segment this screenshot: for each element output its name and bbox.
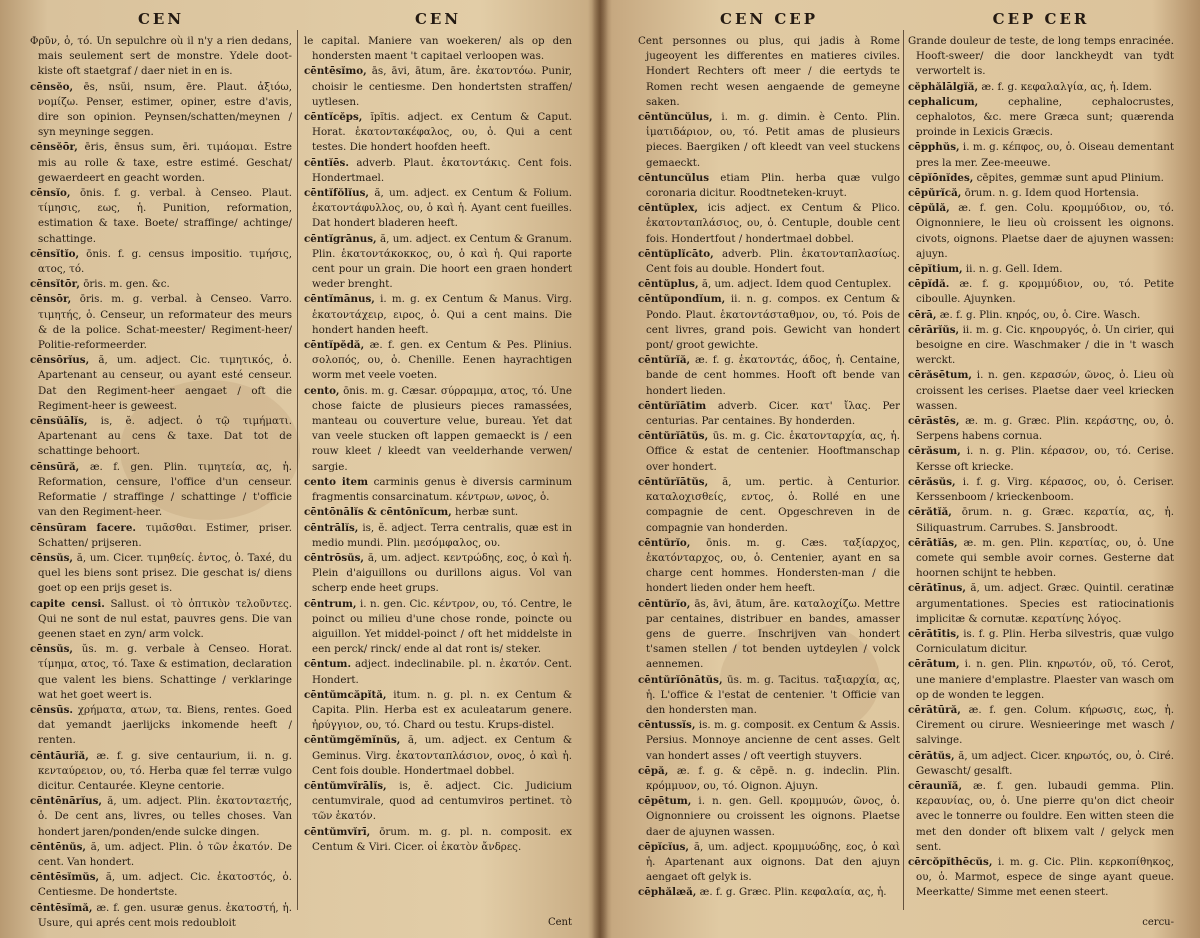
dictionary-entry: [304, 551, 572, 597]
entry-definition: ŭs. m. g. verbale à Censeo. Horat. τίμημα, ατος, τό. Taxe & estimation, declaration que valent les biens. Schattinge / verklaringe wat het goet weert is.: [38, 643, 292, 701]
entry-definition: ii. n. g. compos. ex Centum & Pondo. Plaut. ἑκατοντάσταθμον, ου, τό. Pois de cent livres, grand pois. Gewicht van hondert pont/ groot gewichte.: [646, 293, 900, 352]
entry-definition: icis adject. ex Centum & Plico. ἑκατονταπλάσιος, ου, ὁ. Centuple, double cent fois. Hondertfout / hondertmael dobbel.: [646, 202, 900, 245]
dictionary-entry: [638, 110, 900, 171]
entry-definition: adverb. Plin. ἑκατονταπλασίως. Cent fois au double. Hondert fout.: [646, 247, 900, 276]
dictionary-entry: [638, 597, 900, 673]
dictionary-entry: [908, 779, 1174, 855]
dictionary-entry: [908, 368, 1174, 414]
entry-headword: cēntōnālĭs & cēntōnĭcum,: [304, 506, 452, 519]
left-column-2: [304, 0, 572, 938]
dictionary-entry: [30, 703, 292, 749]
dictionary-entry: [30, 749, 292, 795]
dictionary-entry: [908, 323, 1174, 369]
entry-definition: ă, um. adject. ex Centum & Geminus. Virg. ἑκατονταπλάσιον, ονος, ὁ καὶ ἡ. Cent fois double. Hondertmael dobbel.: [312, 734, 572, 777]
entry-definition: le capital. Maniere van woekeren/ als op den hondersten maent 't capitael verloopen was.: [304, 35, 572, 63]
entry-definition: is. f. g. Plin. Herba silvestris, quæ vulgo Corniculatum dicitur.: [916, 627, 1174, 656]
entry-definition: cēpites, gemmæ sunt apud Plinium.: [976, 171, 1164, 184]
entry-headword: cērārĭŭs,: [908, 323, 960, 336]
dictionary-entry: [908, 414, 1174, 444]
entry-headword: cērātītis,: [908, 627, 960, 640]
entry-headword: cēntŭplĭcāto,: [638, 247, 714, 260]
entry-definition: adverb. Cicer. κατ' ἴλας. Per centurias. Par centaines. By honderden.: [646, 399, 900, 428]
dictionary-entry: [304, 34, 572, 64]
dictionary-entry: [908, 186, 1174, 201]
running-head: CEN: [414, 10, 462, 28]
entry-definition: i. f. g. Virg. κέρασος, ου, ὁ. Ceriser. Kerssenboom / krieckenboom.: [916, 475, 1174, 504]
entry-definition: χρήματα, ατων, τα. Biens, rentes. Goed dat yemandt jaerlijcks inkomende heeft / renten.: [38, 703, 292, 747]
entry-headword: cento,: [304, 384, 340, 397]
dictionary-entry: [30, 551, 292, 597]
entry-headword: cēphălæă,: [638, 886, 697, 899]
entry-headword: cēntĭcĕps,: [304, 111, 363, 124]
entry-definition: Cent personnes ou plus, qui jadis à Rome jugeoyent les differentes en matieres civiles. Hondert Rechters oft meer / die eertyds te Romen recht wesen aengaende de gemeyne saken.: [638, 35, 900, 108]
entry-headword: cērātūră,: [908, 703, 961, 716]
dictionary-entry: [638, 353, 900, 399]
entry-definition: i. m. g. Cic. Plin. κερκοπίθηκος, ου, ὁ. Marmot, espece de singe ayant queue. Meerkatte/ Simme met eenen steert.: [916, 855, 1174, 899]
entry-definition: itum. n. g. pl. n. ex Centum & Capita. Plin. Herba est ex aculeatarum genere. ἠρύγγιον, ου, τό. Chard ou testu. Krups-distel.: [312, 688, 572, 732]
dictionary-entry: [638, 840, 900, 886]
dictionary-entry: [30, 794, 292, 840]
catchword: Cent: [547, 917, 572, 928]
dictionary-entry: [304, 597, 572, 658]
entry-definition: ă, um. pertic. à Centurior. καταλοχισθείς, εντος, ὁ. Rollé en une compagnie de cent. Opgeschreven in de compagnie van honderden.: [646, 475, 900, 534]
dictionary-entry: [30, 140, 292, 186]
entry-headword: cērātŭs,: [908, 749, 955, 762]
entry-definition: is, ĕ. adject. ὁ τῷ τιμήματι. Apartenant au cens & taxe. Dat tot de schattinge behoort.: [38, 415, 292, 458]
entry-headword: cērātĭās,: [908, 536, 958, 549]
entry-definition: ōnis. m. g. Cæs. ταξίαρχος, ἑκατόνταρχος, ου, ὁ. Centenier, ayant en sa charge cent hommes. Hondersten-man / die hondert lieden onder hem heeft.: [646, 536, 900, 595]
running-head: CEN: [137, 10, 185, 28]
entry-definition: ă, um. adject. Cic. τιμητικός, ὁ. Apartenant au censeur, ou ayant esté censeur. Dat den Regiment-heer aengaet / oft die Regiment-heer is geweest.: [38, 354, 292, 412]
entry-headword: cēntŭmvĭrālĭs,: [304, 779, 387, 792]
entry-headword: capite censi.: [30, 597, 105, 610]
dictionary-entry: [908, 657, 1174, 703]
dictionary-entry: [30, 901, 292, 931]
dictionary-entry: [638, 885, 900, 900]
entry-headword: cephalicum,: [908, 95, 979, 108]
dictionary-entry: [638, 764, 900, 794]
dictionary-entry: [908, 855, 1174, 901]
entry-definition: æ. f. gen. Colum. κήρωσις, εως, ἡ. Cirement ou cirure. Wesnieeringe met wasch / salvinge.: [916, 703, 1174, 747]
entry-headword: cēntussĭs,: [638, 719, 696, 732]
entry-headword: cēnsĭo,: [30, 187, 71, 200]
right-column-1: [638, 0, 900, 938]
dictionary-entry: [638, 171, 900, 201]
entry-headword: cēpŭrĭcă,: [908, 187, 962, 200]
dictionary-entry: [30, 353, 292, 414]
entry-list: [908, 32, 1174, 901]
dictionary-entry: [908, 505, 1174, 535]
entry-headword: cēntŭrĭo,: [638, 536, 691, 549]
entry-headword: cēntēnŭs,: [30, 840, 86, 853]
entry-definition: ōris. m. g. verbal. à Censeo. Varro. τιμητής, ὁ. Censeur, un reformateur des meurs & de la police. Schat-meester/ Regiment-heer/ Politie-reformeerder.: [38, 293, 292, 352]
dictionary-entry: [908, 749, 1174, 779]
dictionary-entry: [638, 399, 900, 429]
entry-definition: Φρῦν, ὁ, τό. Un sepulchre où il n'y a rien dedans, mais seulement sert de monstre. Ydele doot-kiste oft staetgraf / daer niet in en is.: [30, 35, 292, 78]
entry-definition: ii. m. g. Cic. κηρουργός, ὁ. Un cirier, qui besoigne en cire. Waschmaker / die in 't wasch werckt.: [916, 323, 1174, 367]
entry-definition: ă, um. Cicer. τιμηθείς. ἐντος, ὁ. Taxé, du quel les biens sont prisez. Die geschat is/ diens goet op een prijs geset is.: [38, 551, 292, 595]
entry-definition: ūs. m. g. Tacitus. ταξιαρχία, ας, ἡ. L'office & l'estat de centenier. 't Officie van den hondersten man.: [646, 673, 900, 716]
dictionary-entry: [30, 247, 292, 277]
left-column-1: [30, 0, 292, 938]
entry-definition: adverb. Plaut. ἑκατοντάκις. Cent fois. Hondertmael.: [312, 156, 572, 184]
entry-definition: ă, um adject. Cicer. κηρωτός, ου, ὁ. Ciré. Gewascht/ gesalft.: [916, 749, 1174, 777]
entry-headword: cēpă,: [638, 764, 669, 777]
entry-headword: cēnsĭtĭo,: [30, 247, 80, 260]
entry-headword: cēpĭcĭus,: [638, 840, 689, 853]
dictionary-entry: [30, 292, 292, 353]
dictionary-entry: [908, 308, 1174, 323]
entry-headword: cēntĭfŏlĭus,: [304, 187, 369, 200]
entry-headword: cēntŭplus,: [638, 278, 699, 291]
entry-headword: cērā,: [908, 308, 937, 321]
entry-headword: cēpĭōnĭdes,: [908, 171, 974, 184]
entry-headword: cēntŭrĭă,: [638, 354, 691, 367]
dictionary-entry: [304, 338, 572, 384]
entry-headword: cēntĭgrānus,: [304, 232, 377, 245]
dictionary-entry: [304, 110, 572, 156]
entry-definition: ii. n. g. Gell. Idem.: [965, 263, 1063, 276]
entry-definition: ēris, ēnsus sum, ēri. τιμάομαι. Estre mis au rolle & taxe, estre estimé. Geschat/ gewaerdeert en geacht worden.: [38, 141, 292, 184]
dictionary-entry: [908, 475, 1174, 505]
entry-headword: cērātum,: [908, 658, 960, 671]
dictionary-entry: [908, 201, 1174, 262]
dictionary-entry: [638, 247, 900, 277]
entry-definition: is, ĕ. adject. Cic. Judicium centumvirale, quod ad centumviros pertinet. τὸ τῶν ἑκατόν.: [312, 779, 572, 823]
entry-headword: cēntēsĭmŭs,: [30, 871, 100, 884]
entry-definition: i. n. gen. κερασών, ῶνος, ὁ. Lieu où croissent les cerises. Plaetse daer veel kriecken wassen.: [916, 369, 1174, 412]
dictionary-entry: [638, 673, 900, 719]
entry-definition: ās, āvi, ātum, āre. καταλοχίζω. Mettre par centaines, distribuer en bandes, amasser gens de guerre. Inschrijven van hondert t'samen stellen / tot benden uytdeylen / volck aennemen.: [646, 597, 900, 671]
dictionary-entry: [304, 779, 572, 825]
entry-definition: æ. f. g. & cēpē. n. g. indeclin. Plin. κρόμμυον, ου, τό. Oignon. Ajuyn.: [646, 764, 900, 792]
entry-definition: ās, āvi, ātum, āre. ἑκατοντόω. Punir, choisir le centiesme. Den hondertsten straffen/ uytlesen.: [312, 65, 572, 108]
dictionary-entry: [304, 475, 572, 505]
entry-definition: ă, um. adject. ex Centum & Granum. Plin. ἑκατοντάκοκκος, ου, ὁ καὶ ἡ. Qui raporte cent pour un grain. Die hoort een graen hondert weder brenght.: [312, 232, 572, 291]
dictionary-entry: [908, 277, 1174, 307]
entry-headword: cēntĭpĕdă,: [304, 339, 365, 352]
entry-headword: cēntēsĭmo,: [304, 65, 367, 78]
entry-headword: cēntŭrĭātim: [638, 399, 707, 412]
entry-definition: ōris. m. gen. &c.: [83, 278, 170, 291]
entry-definition: i. n. g. Plin. κέρασον, ου, τό. Cerise. Kersse oft kriecke.: [916, 445, 1174, 473]
dictionary-entry: [638, 794, 900, 840]
entry-headword: cēntŭplex,: [638, 202, 698, 215]
entry-definition: cephaline, cephalocrustes, cephalotos, &c. mere Græca sunt; quærenda proinde in Lexicis Græcis.: [916, 95, 1174, 139]
running-head: CEN CEP: [720, 10, 818, 28]
entry-headword: cēntuncŭlus: [638, 171, 709, 184]
running-head: CEP CER: [992, 10, 1090, 28]
entry-definition: æ. m. g. Græc. Plin. κεράστης, ου, ὁ. Serpens habens cornua.: [916, 415, 1174, 443]
entry-headword: cēntŭncŭlus,: [638, 111, 713, 124]
entry-headword: cēntrālĭs,: [304, 521, 359, 534]
entry-definition: æ. f. g. Græc. Plin. κεφαλαία, ας, ἡ.: [699, 886, 887, 899]
entry-definition: æ. f. g. sive centaurium, ii. n. g. κενταύρειον, ου, τό. Herba quæ fel terræ vulgo dicitur. Centaurée. Kleyne centorie.: [38, 749, 292, 792]
dictionary-entry: [30, 870, 292, 900]
dictionary-entry: [638, 201, 900, 247]
entry-headword: cēnsūră,: [30, 460, 80, 473]
entry-definition: æ. m. gen. Plin. κερατίας, ου, ὁ. Une comete qui semble avoir cornes. Gesterne dat hoornen schijnt te hebben.: [916, 536, 1174, 580]
dictionary-entry: [304, 825, 572, 855]
dictionary-entry: [30, 34, 292, 80]
entry-headword: cēntŭrĭōnātŭs,: [638, 673, 723, 686]
dictionary-entry: [908, 627, 1174, 657]
dictionary-entry: [638, 475, 900, 536]
entry-definition: æ. f. g. ἑκατοντάς, άδος, ἡ. Centaine, bande de cent hommes. Hooft oft bende van hondert lieden.: [646, 354, 900, 397]
entry-headword: cēnsĕōr,: [30, 141, 78, 154]
right-column-2: [908, 0, 1174, 938]
entry-definition: τιμᾶσθαι. Estimer, priser. Schatten/ prijseren.: [38, 521, 292, 549]
entry-definition: æ. f. gen. Plin. τιμητεία, ας, ἡ. Reformation, censure, l'office d'un censeur. Reformatie / straffinge / schattinge / t'officie van den Regiment-heer.: [38, 460, 292, 519]
entry-headword: cērăsētum,: [908, 369, 972, 382]
entry-definition: æ. f. gen. usuræ genus. ἑκατοστή, ἡ. Usure, qui aprés cent mois redoubloit: [38, 901, 292, 929]
entry-headword: cēntum.: [304, 658, 352, 671]
dictionary-entry: [30, 414, 292, 460]
entry-definition: ēs, nsŭi, nsum, ēre. Plaut. ἀξιόω, νομίζω. Penser, estimer, opiner, estre d'avis, dire son opinion. Peynsen/schatten/meynen / syn meyninge seggen.: [38, 80, 292, 139]
dictionary-entry: [908, 581, 1174, 627]
entry-definition: æ. f. g. κεφαλαλγία, ας, ἡ. Idem.: [981, 80, 1153, 93]
entry-definition: ōrum. n. g. Græc. κερατία, ας, ἡ. Siliquastrum. Carrubes. S. Jansbroodt.: [916, 506, 1174, 534]
entry-headword: cēnsōr,: [30, 293, 72, 306]
dictionary-entry: [30, 186, 292, 247]
entry-headword: cērăsŭs,: [908, 475, 956, 488]
entry-definition: i. n. gen. Cic. κέντρον, ου, τό. Centre, le poinct ou milieu d'une chose ronde, poincte ou aiguillon. Yet middel-poinct / oft het middelste in een perck/ rinck/ ende al dat ront is/ steker.: [312, 597, 572, 656]
entry-headword: cēntĭēs.: [304, 156, 349, 169]
entry-definition: æ. f. gen. Colu. κρομμύδιον, ου, τό. Oignonniere, le lieu où croissent les oignons. civots, oignons. Plaetse daer de ajuynen wassen: ajuyn.: [916, 202, 1174, 260]
entry-headword: cēnsōrĭus,: [30, 354, 90, 367]
dictionary-entry: [908, 444, 1174, 474]
entry-headword: cēntŭmcăpĭtă,: [304, 688, 387, 701]
entry-headword: cēntāurĭă,: [30, 749, 89, 762]
entry-headword: cēntrōsŭs,: [304, 551, 365, 564]
entry-definition: ōnis. m. g. Cæsar. σύρραμμα, ατος, τό. Une chose faicte de plusieurs pieces ramassées, manteau ou couverture velue, bureau. Yet dat van veele stucken oft lappen gemaeckt is / een rouw kleet / kleedt van veelderhande verwen/ sargie.: [312, 384, 572, 473]
dictionary-entry: [304, 733, 572, 779]
entry-headword: cēpĭtium,: [908, 263, 963, 276]
entry-headword: cēnsūram facere.: [30, 521, 136, 534]
dictionary-entry: [638, 292, 900, 353]
entry-list: [30, 32, 292, 931]
dictionary-entry: [304, 64, 572, 110]
entry-definition: i. m. g. dimin. è Cento. Plin. ἱματιδάριον, ου, τό. Petit amas de plusieurs pieces. Baergiken / oft kleedt van veel stuckens gemaeckt.: [646, 111, 900, 169]
entry-headword: cēntŭmgĕmĭnŭs,: [304, 734, 401, 747]
entry-headword: cēnsĭtōr,: [30, 278, 80, 291]
entry-list: [304, 32, 572, 855]
dictionary-entry: [304, 688, 572, 734]
dictionary-entry: [304, 186, 572, 232]
entry-definition: ōnis. f. g. verbal. à Censeo. Plaut. τίμησις, εως, ἡ. Punition, reformation, estimation & taxe. Boete/ straffinge/ achtinge/ schattinge.: [38, 187, 292, 245]
entry-headword: cēnsŭālĭs,: [30, 415, 88, 428]
entry-headword: cērătĭă,: [908, 506, 952, 519]
entry-headword: cēntŭrĭātŭs,: [638, 430, 709, 443]
entry-definition: ă, um. adject. Plin. ἑκατονταετής, ὁ. De cent ans, livres, ou telles choses. Van hondert jaren/ponden/ende sulcke dingen.: [38, 795, 292, 838]
left-page: [0, 0, 598, 938]
column-rule: [297, 30, 298, 910]
entry-definition: ă, um. adject. Plin. ὁ τῶν ἑκατόν. De cent. Van hondert.: [38, 840, 292, 868]
dictionary-entry: [638, 536, 900, 597]
entry-headword: cērcŏpĭthēcŭs,: [908, 855, 993, 868]
entry-definition: æ. f. g. Plin. κηρός, ου, ὁ. Cire. Wasch.: [939, 308, 1141, 321]
entry-definition: etiam Plin. herba quæ vulgo coronaria dicitur. Roodtneteken-kruyt.: [646, 171, 900, 200]
entry-definition: i. n. gen. Gell. κρομμυών, ῶνος, ὁ. Oignonniere ou croissent les oignons. Plaetse daer de ajuynen wassen.: [646, 795, 900, 838]
entry-definition: ă, um. adject. ex Centum & Folium. ἑκατοντάφυλλος, ου, ὁ καὶ ἡ. Ayant cent fueilles. Dat hondert bladeren heeft.: [312, 187, 572, 230]
dictionary-entry: [304, 384, 572, 475]
dictionary-entry: [30, 521, 292, 551]
entry-headword: cēnsŭs,: [30, 643, 73, 656]
entry-headword: cēpĭdă.: [908, 278, 950, 291]
entry-headword: cēntrum,: [304, 597, 357, 610]
dictionary-entry: [304, 505, 572, 520]
entry-definition: adject. indeclinabile. pl. n. ἑκατόν. Cent. Hondert.: [312, 658, 572, 686]
dictionary-entry: [908, 536, 1174, 582]
dictionary-entry: [30, 80, 292, 141]
entry-headword: cēntŭmvĭrī,: [304, 825, 371, 838]
dictionary-entry: [908, 95, 1174, 141]
dictionary-entry: [30, 840, 292, 870]
entry-definition: i. n. gen. Plin. κηρωτόν, οῦ, τό. Cerot, une maniere d'emplastre. Plaester van wasch om op de wonden te leggen.: [916, 658, 1174, 701]
entry-definition: i. m. g. ex Centum & Manus. Virg. ἑκατοντάχειρ, ειρος, ὁ. Qui a cent mains. Die hondert handen heeft.: [312, 293, 572, 336]
dictionary-entry: [30, 460, 292, 521]
column-rule: [903, 30, 904, 910]
entry-headword: cēntŭrĭo,: [638, 597, 691, 610]
dictionary-entry: [638, 718, 900, 764]
dictionary-entry: [30, 642, 292, 703]
dictionary-entry: [638, 429, 900, 475]
entry-definition: i. m. g. κέπφος, ου, ὁ. Oiseau dementant pres la mer. Zee-meeuwe.: [916, 141, 1174, 169]
entry-headword: cēpētum,: [638, 795, 692, 808]
entry-definition: ūs. m. g. Cic. ἑκατονταρχία, ας, ἡ. Office & estat de centenier. Hooftmanschap over hondert.: [646, 430, 900, 473]
entry-headword: cēntēnārĭus,: [30, 795, 102, 808]
entry-headword: cēntēsĭmă,: [30, 901, 93, 914]
entry-headword: cēpŭlă,: [908, 202, 950, 215]
entry-definition: Sallust. οἱ τὸ ὀπτικὸν τελοῦντες. Qui ne sont de nul estat, pauvres gens. Die van geenen staet en zyn/ arm volck.: [38, 597, 292, 640]
dictionary-entry: [304, 292, 572, 338]
entry-headword: cēnsĕo,: [30, 80, 74, 93]
entry-headword: cento item: [304, 475, 368, 488]
entry-headword: cēnsŭs,: [30, 551, 73, 564]
catchword: cercu-: [1142, 917, 1174, 928]
entry-headword: cērăsum,: [908, 445, 961, 458]
entry-definition: æ. f. gen. ex Centum & Pes. Plinius. σολοπός, ου, ὁ. Chenille. Eenen hayrachtigen worm met veele voeten.: [312, 339, 572, 382]
dictionary-entry: [304, 521, 572, 551]
entry-headword: cēraunĭă,: [908, 779, 963, 792]
entry-headword: cĕphălālgĭă,: [908, 80, 979, 93]
dictionary-entry: [304, 156, 572, 186]
entry-definition: is. m. g. composit. ex Centum & Assis. Persius. Monnoye ancienne de cent asses. Gelt van hondert asses / oft veertigh stuyvers.: [646, 719, 900, 762]
dictionary-entry: [304, 232, 572, 293]
entry-headword: cēpphŭs,: [908, 141, 960, 154]
dictionary-entry: [908, 171, 1174, 186]
entry-definition: ōrum. n. g. Idem quod Hortensia.: [964, 187, 1140, 200]
entry-headword: cērāstēs,: [908, 415, 960, 428]
entry-headword: cēntŭrĭātŭs,: [638, 475, 709, 488]
entry-definition: ă, um. adject. κρομμυώδης, εος, ὁ καὶ ἡ. Apartenant aux oignons. Dat den ajuyn aengaet oft gelyk is.: [646, 840, 900, 884]
entry-definition: Grande douleur de teste, de long temps enracinée. Hooft-sweer/ die door lanckheydt van tydt verwortelt is.: [908, 35, 1174, 78]
dictionary-entry: [908, 34, 1174, 80]
entry-headword: cēntĭmānus,: [304, 293, 375, 306]
right-page: [602, 0, 1200, 938]
entry-definition: ōrum. m. g. pl. n. composit. ex Centum & Viri. Cicer. οἱ ἑκατὸν ἄνδρες.: [312, 825, 572, 853]
dictionary-entry: [638, 277, 900, 292]
dictionary-entry: [908, 262, 1174, 277]
entry-definition: æ. f. g. κρομμύδιον, ου, τό. Petite ciboulle. Ajuynken.: [916, 278, 1174, 306]
entry-headword: cēnsūs.: [30, 703, 73, 716]
entry-headword: cērātīnus,: [908, 582, 966, 595]
dictionary-entry: [30, 277, 292, 292]
dictionary-entry: [908, 80, 1174, 95]
entry-definition: ĭpĭtis. adject. ex Centum & Caput. Horat. ἑκατοντακέφαλος, ου, ὁ. Qui a cent testes. Die hondert hoofden heeft.: [312, 111, 572, 154]
entry-definition: ă, um. adject. Cic. ἑκατοστός, ὁ. Centiesme. De hondertste.: [38, 871, 292, 899]
dictionary-entry: [30, 597, 292, 643]
entry-definition: ă, um. adject. κεντρώδης, εος, ὁ καὶ ἡ. Plein d'aiguillons ou durillons aigus. Vol van scherp ende heet grups.: [312, 551, 572, 595]
entry-definition: ă, um. adject. Idem quod Centuplex.: [701, 278, 892, 291]
entry-definition: is, ĕ. adject. Terra centralis, quæ est in medio mundi. Plin. μεσόμφαλος, ου.: [312, 521, 572, 549]
entry-definition: herbæ sunt.: [455, 506, 519, 519]
entry-definition: ă, um. adject. Græc. Quintil. ceratinæ argumentationes. Species est ratiocinationis implicitæ & cornutæ. κερατίνης λόγος.: [916, 582, 1174, 625]
entry-definition: ōnis. f. g. census impositio. τιμήσις, ατος, τό.: [38, 247, 292, 276]
dictionary-entry: [304, 657, 572, 687]
dictionary-entry: [908, 140, 1174, 170]
dictionary-entry: [908, 703, 1174, 749]
entry-headword: cēntŭpondĭum,: [638, 293, 726, 306]
entry-definition: æ. f. gen. lubaudi gemma. Plin. κεραυνίας, ου, ὁ. Une pierre qu'on dict cheoir avec le tonnerre ou fouldre. Een witten steen die met den donder oft blixem valt / gelyck men sent.: [916, 779, 1174, 853]
dictionary-entry: [638, 34, 900, 110]
entry-list: [638, 32, 900, 901]
entry-definition: carminis genus è diversis carminum fragmentis consarcinatum. κέντρων, ωνος, ὁ.: [312, 475, 572, 504]
